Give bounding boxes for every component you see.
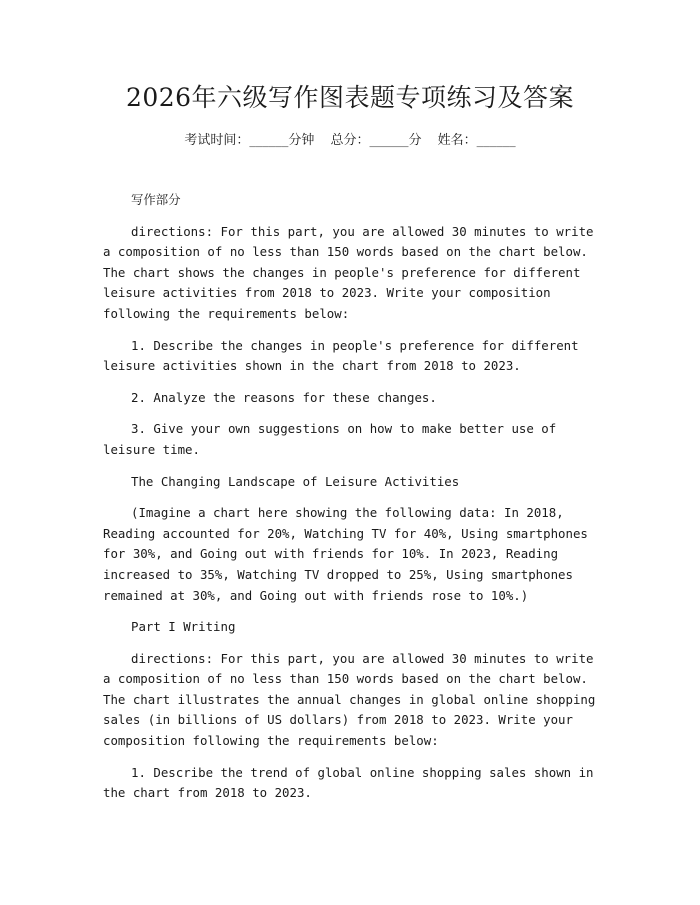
requirement-2: 2. Analyze the reasons for these changes. (131, 389, 437, 405)
directions-paragraph-2: directions: For this part, you are allowed 30 minutes to write a composition of no less than 150 words based on the chart below. The chart illustrates the annual changes in global online shopping sales (in billions of US dollars) from 2018 to 2023. Write your composition following the requirements below: (103, 650, 596, 749)
part-one-heading: Part I Writing (131, 619, 236, 635)
essay-title: The Changing Landscape of Leisure Activities (131, 473, 460, 489)
requirement-1: 1. Describe the changes in people's preference for different leisure activities shown in the chart from 2018 to 2023. (103, 337, 579, 374)
directions-paragraph-1: directions: For this part, you are allowed 30 minutes to write a composition of no less than 150 words based on the chart below. The chart shows the changes in people's preference for different leisure activities from 2018 to 2023. Write your composition following the requirements below: (103, 223, 594, 321)
exam-time-field: 考试时间：______分钟 (184, 133, 315, 148)
section-heading-writing: 写作部分 (131, 192, 181, 207)
part-one-requirement-1: 1. Describe the trend of global online shopping sales shown in the chart from 2018 to 2023. (103, 764, 594, 801)
document-title: 2026年六级写作图表题专项练习及答案 (125, 83, 575, 112)
name-field: 姓名：______ (437, 133, 516, 148)
document-body (103, 190, 608, 815)
chart-description-paragraph: (Imagine a chart here showing the following data: In 2018, Reading accounted for 20%, Watching TV for 40%, Using smartphones for 30%, and Going out with friends for 10%. In 2023, Reading increased to 35%, Watching TV dropped to 25%, Using smartphones remained at 30%, and Going out with friends rose to 10%.) (103, 505, 588, 603)
requirement-3: 3. Give your own suggestions on how to make better use of leisure time. (103, 421, 557, 457)
total-score-field: 总分：______分 (330, 133, 422, 148)
exam-meta-line (0, 131, 700, 151)
